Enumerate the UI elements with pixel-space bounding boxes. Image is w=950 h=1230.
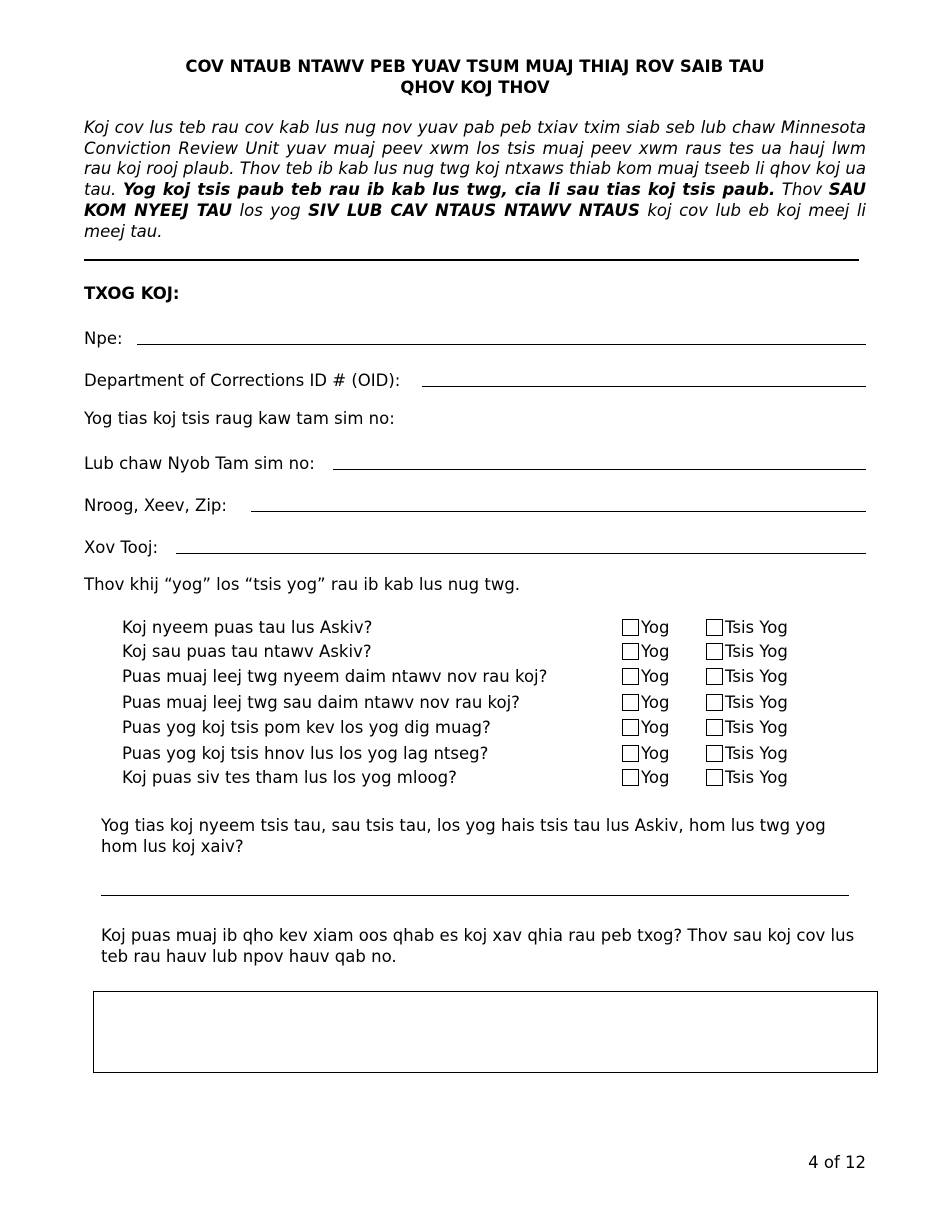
yes-checkbox[interactable] bbox=[622, 769, 639, 786]
intro-text-4: koj cov lub eb koj meej li meej tau. bbox=[84, 200, 867, 241]
no-option[interactable] bbox=[706, 718, 788, 737]
address-label: Lub chaw Nyob Tam sim no: bbox=[84, 454, 315, 473]
question-text: Puas muaj leej twg nyeem daim ntawv nov rau koj? bbox=[122, 667, 548, 686]
no-checkbox[interactable] bbox=[706, 745, 723, 762]
question-text: Puas muaj leej twg sau daim ntawv nov rau koj? bbox=[122, 693, 520, 712]
phone-input-line[interactable] bbox=[176, 535, 866, 554]
page-number: 4 of 12 bbox=[808, 1153, 866, 1172]
question-text: Koj nyeem puas tau lus Askiv? bbox=[122, 618, 373, 637]
city-state-zip-label: Nroog, Xeev, Zip: bbox=[84, 496, 227, 515]
yes-label: Yog bbox=[641, 618, 670, 637]
intro-bold-1: Yog koj tsis paub teb rau ib kab lus twg, cia li sau tias koj tsis paub. bbox=[122, 180, 776, 200]
intro-paragraph bbox=[84, 118, 866, 242]
yes-option[interactable] bbox=[622, 744, 669, 763]
name-input-line[interactable] bbox=[137, 326, 866, 345]
intro-bold-2: SAU KOM NYEEJ TAU bbox=[84, 180, 867, 220]
accommodation-answer-box[interactable] bbox=[93, 991, 878, 1073]
no-option[interactable] bbox=[706, 693, 788, 712]
question-text: Koj puas siv tes tham lus los yog mloog? bbox=[122, 768, 457, 787]
intro-text-1: Koj cov lus teb rau cov kab lus nug nov yuav pab peb txiav txim siab seb lub chaw Minnesota Conviction Review Unit yuav muaj peev xwm los tsis muaj peev xwm raus tes ua hauj lwm rau koj rooj plaub. Thov teb ib kab lus nug twg koj ntxaws thiab kom muaj tseeb li qhov koj ua tau. bbox=[84, 118, 866, 200]
no-label: Tsis Yog bbox=[725, 667, 788, 686]
yes-option[interactable] bbox=[622, 618, 669, 637]
oid-input-line[interactable] bbox=[422, 368, 866, 387]
yes-checkbox[interactable] bbox=[622, 694, 639, 711]
yes-checkbox[interactable] bbox=[622, 719, 639, 736]
accommodation-question: Koj puas muaj ib qho kev xiam oos qhab es koj xav qhia rau peb txog? Thov sau koj cov lus teb rau hauv lub npov hauv qab no. bbox=[101, 926, 855, 966]
question-text: Puas yog koj tsis hnov lus los yog lag ntseg? bbox=[122, 744, 489, 763]
question-row bbox=[122, 768, 822, 792]
no-checkbox[interactable] bbox=[706, 719, 723, 736]
no-checkbox[interactable] bbox=[706, 668, 723, 685]
question-row bbox=[122, 718, 822, 742]
questions-instruction: Thov khij “yog” los “tsis yog” rau ib kab lus nug twg. bbox=[84, 575, 521, 594]
address-field[interactable] bbox=[84, 449, 866, 473]
no-label: Tsis Yog bbox=[725, 642, 788, 661]
yes-checkbox[interactable] bbox=[622, 643, 639, 660]
yes-checkbox[interactable] bbox=[622, 668, 639, 685]
name-label: Npe: bbox=[84, 329, 123, 348]
question-row bbox=[122, 744, 822, 768]
yes-option[interactable] bbox=[622, 693, 669, 712]
city-state-zip-input-line[interactable] bbox=[251, 493, 866, 512]
question-text: Puas yog koj tsis pom kev los yog dig muag? bbox=[122, 718, 491, 737]
divider bbox=[84, 259, 859, 261]
city-state-zip-field[interactable] bbox=[84, 491, 866, 515]
yes-option[interactable] bbox=[622, 768, 669, 787]
no-option[interactable] bbox=[706, 768, 788, 787]
yes-label: Yog bbox=[641, 744, 670, 763]
no-label: Tsis Yog bbox=[725, 693, 788, 712]
no-label: Tsis Yog bbox=[725, 618, 788, 637]
question-row bbox=[122, 618, 822, 642]
section-heading: TXOG KOJ: bbox=[84, 284, 180, 303]
no-option[interactable] bbox=[706, 642, 788, 661]
phone-label: Xov Tooj: bbox=[84, 538, 159, 557]
no-checkbox[interactable] bbox=[706, 769, 723, 786]
no-checkbox[interactable] bbox=[706, 619, 723, 636]
no-option[interactable] bbox=[706, 744, 788, 763]
current-location-label: Yog tias koj tsis raug kaw tam sim no: bbox=[84, 409, 395, 428]
yes-label: Yog bbox=[641, 693, 670, 712]
no-option[interactable] bbox=[706, 667, 788, 686]
no-label: Tsis Yog bbox=[725, 768, 788, 787]
intro-text-2: Thov bbox=[775, 180, 829, 200]
no-label: Tsis Yog bbox=[725, 718, 788, 737]
language-answer-line[interactable] bbox=[101, 895, 849, 896]
yes-label: Yog bbox=[641, 667, 670, 686]
question-row bbox=[122, 667, 822, 691]
no-checkbox[interactable] bbox=[706, 694, 723, 711]
no-label: Tsis Yog bbox=[725, 744, 788, 763]
yes-option[interactable] bbox=[622, 667, 669, 686]
title-line-1: COV NTAUB NTAWV PEB YUAV TSUM MUAJ THIAJ ROV SAIB TAU bbox=[185, 57, 765, 76]
question-text: Koj sau puas tau ntawv Askiv? bbox=[122, 642, 372, 661]
form-title bbox=[84, 56, 866, 98]
yes-label: Yog bbox=[641, 642, 670, 661]
name-field[interactable] bbox=[84, 324, 866, 348]
yes-label: Yog bbox=[641, 718, 670, 737]
yes-checkbox[interactable] bbox=[622, 745, 639, 762]
yes-label: Yog bbox=[641, 768, 670, 787]
intro-text-3: los yog bbox=[232, 200, 309, 220]
phone-field[interactable] bbox=[84, 533, 866, 557]
title-line-2: QHOV KOJ THOV bbox=[400, 78, 550, 97]
no-checkbox[interactable] bbox=[706, 643, 723, 660]
yes-option[interactable] bbox=[622, 642, 669, 661]
yes-checkbox[interactable] bbox=[622, 619, 639, 636]
intro-bold-3: SIV LUB CAV NTAUS NTAWV NTAUS bbox=[308, 200, 640, 220]
address-input-line[interactable] bbox=[333, 451, 866, 470]
oid-field[interactable] bbox=[84, 366, 866, 390]
language-question: Yog tias koj nyeem tsis tau, sau tsis tau, los yog hais tsis tau lus Askiv, hom lus twg yog hom lus koj xaiv? bbox=[101, 816, 826, 856]
no-option[interactable] bbox=[706, 618, 788, 637]
question-row bbox=[122, 693, 822, 717]
yes-option[interactable] bbox=[622, 718, 669, 737]
question-row bbox=[122, 642, 822, 666]
oid-label: Department of Corrections ID # (OID): bbox=[84, 371, 401, 390]
